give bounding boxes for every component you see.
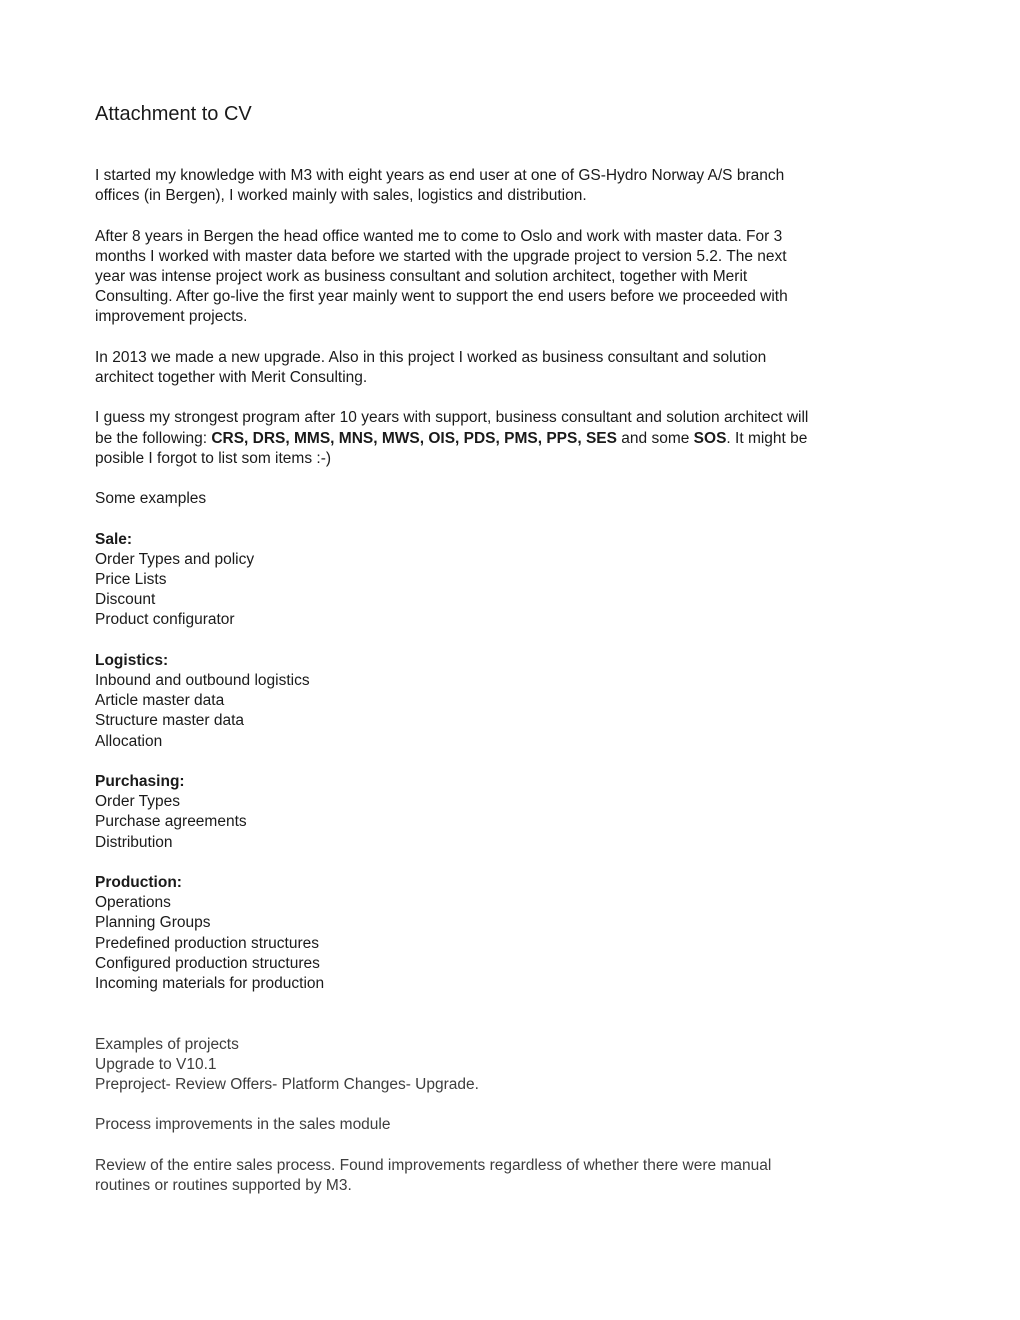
text-line: In 2013 we made a new upgrade. Also in this project I worked as business consultant and solution	[95, 348, 767, 366]
list-item: Price Lists	[95, 570, 167, 588]
list-item: Structure master data	[95, 712, 245, 730]
program-code-sos: SOS	[693, 429, 727, 447]
text-line: months I worked with master data before we started with the upgrade project to version 5.2. The next	[95, 247, 787, 265]
text-line: I started my knowledge with M3 with eight years as end user at one of GS-Hydro Norway A/S branch	[95, 167, 785, 184]
list-item: Incoming materials for production	[95, 975, 325, 992]
document-body	[95, 166, 915, 1196]
section-sale	[95, 530, 915, 631]
program-codes: CRS, DRS, MMS, MNS, MWS, OIS, PDS, PMS, PPS, SES	[211, 429, 617, 447]
intro-paragraph-3	[95, 348, 915, 388]
projects-label: Examples of projects	[95, 1035, 239, 1053]
program-list-line	[95, 429, 915, 449]
list-item: Order Types	[95, 793, 181, 811]
list-item: Planning Groups	[95, 914, 211, 932]
list-item: Product configurator	[95, 611, 235, 629]
section-heading: Sale:	[95, 530, 133, 548]
text-line: posible I forgot to list som items :-)	[95, 449, 332, 467]
project-description: Preproject- Review Offers- Platform Changes- Upgrade.	[95, 1076, 479, 1093]
project-description: routines or routines supported by M3.	[95, 1176, 352, 1194]
list-item: Allocation	[95, 732, 163, 750]
list-item: Operations	[95, 894, 171, 912]
text-line: After 8 years in Bergen the head office wanted me to come to Oslo and work with master data. For 3	[95, 227, 783, 245]
intro-paragraph-1	[95, 166, 915, 206]
intro-paragraph-2	[95, 227, 915, 328]
document-title: Attachment to CV	[95, 103, 252, 125]
project-title: Process improvements in the sales module	[95, 1116, 391, 1134]
section-production	[95, 873, 915, 994]
project-description: Review of the entire sales process. Found improvements regardless of whether there were manual	[95, 1156, 772, 1174]
intro-paragraph-4	[95, 408, 915, 469]
list-item: Configured production structures	[95, 954, 320, 972]
text-line: Some examples	[95, 490, 207, 508]
section-heading: Purchasing:	[95, 772, 185, 790]
section-heading: Production:	[95, 873, 182, 891]
list-item: Purchase agreements	[95, 813, 247, 831]
text-span: be the following:	[95, 429, 212, 447]
text-line: Consulting. After go-live the first year mainly went to support the end users before we proceeded with	[95, 288, 788, 306]
text-span: . It might be	[726, 429, 808, 447]
text-line: year was intense project work as business consultant and solution architect, together with Merit	[95, 268, 748, 285]
list-item: Order Types and policy	[95, 550, 255, 568]
section-projects	[95, 1035, 915, 1197]
section-heading: Logistics:	[95, 651, 169, 669]
section-purchasing	[95, 772, 915, 853]
text-line: improvement projects.	[95, 308, 248, 326]
list-item: Distribution	[95, 833, 173, 851]
project-title: Upgrade to V10.1	[95, 1055, 217, 1073]
list-item: Discount	[95, 591, 156, 609]
text-span: and some	[616, 429, 694, 447]
text-line: I guess my strongest program after 10 years with support, business consultant and solution architect will	[95, 409, 809, 427]
list-item: Predefined production structures	[95, 934, 320, 952]
section-logistics	[95, 651, 915, 752]
examples-label	[95, 489, 915, 509]
list-item: Article master data	[95, 692, 225, 710]
list-item: Inbound and outbound logistics	[95, 671, 310, 689]
text-line: offices (in Bergen), I worked mainly with sales, logistics and distribution.	[95, 187, 587, 205]
text-line: architect together with Merit Consulting.	[95, 369, 368, 386]
